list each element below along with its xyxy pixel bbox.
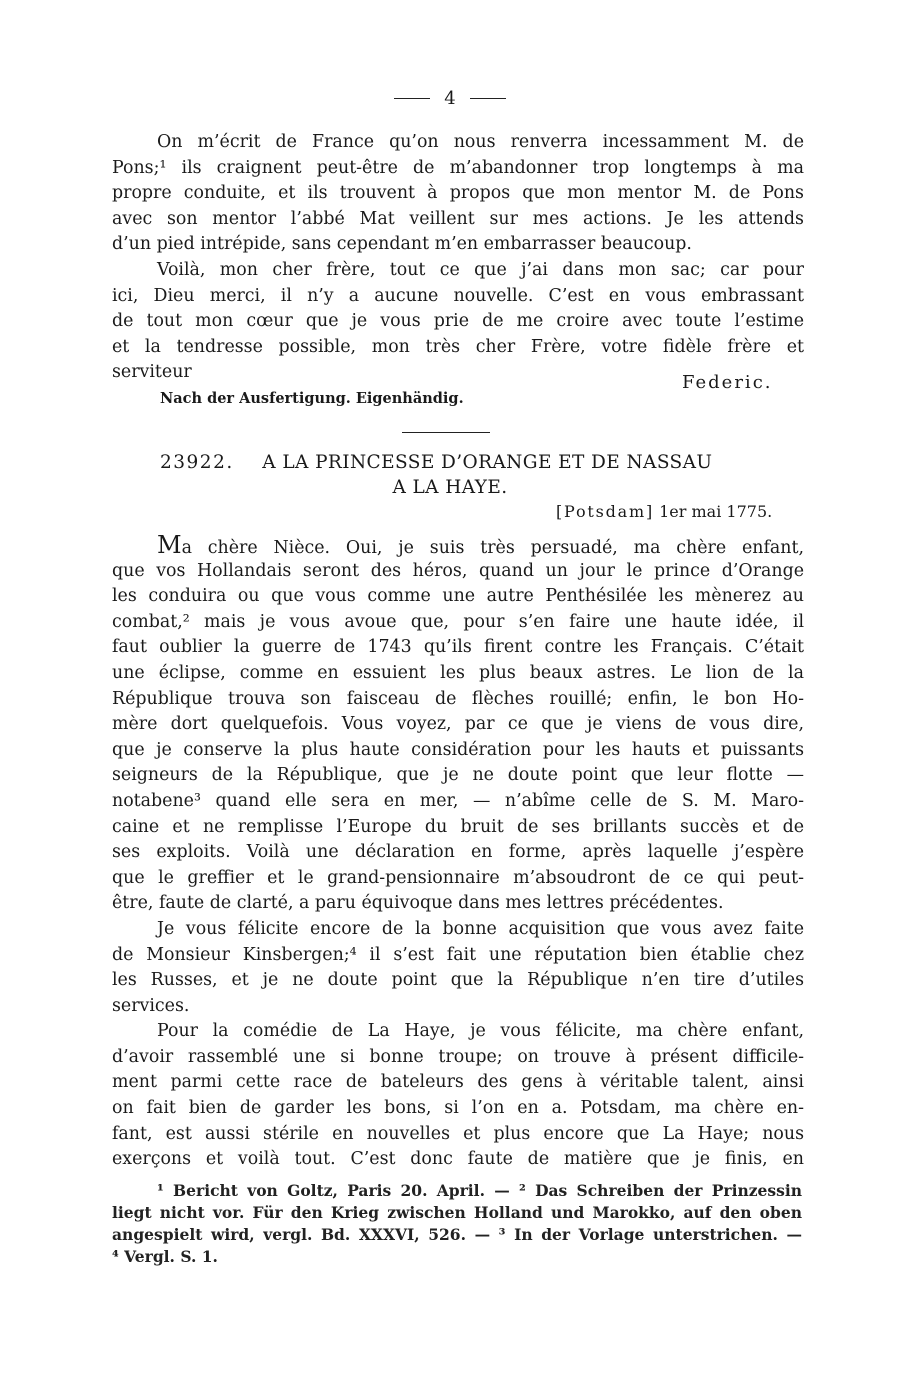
footnotes xyxy=(112,1180,802,1268)
text-line: fant, est aussi stérile en nouvelles et plus encore que La Haye; nous xyxy=(112,1123,804,1144)
text-line: que je conserve la plus haute considération pour les hauts et puissants xyxy=(112,739,804,760)
text-line: On m’écrit de France qu’on nous renverra incessamment M. de xyxy=(157,132,804,152)
page-header xyxy=(0,88,900,109)
header-rule-left xyxy=(394,98,430,99)
text-line: caine et ne remplisse l’Europe du bruit de ses brillants succès et de xyxy=(112,816,804,837)
text-line: Pons;¹ ils craignent peut-être de m’abandonner trop longtemps à ma xyxy=(112,157,804,178)
text-line: ici, Dieu merci, il n’y a aucune nouvelle. C’est en vous embrassant xyxy=(112,285,804,306)
header-rule-right xyxy=(470,98,506,99)
letter-heading xyxy=(160,452,800,473)
text-line: ses exploits. Voilà une déclaration en forme, après laquelle j’espère xyxy=(112,842,804,863)
section-separator xyxy=(402,432,490,433)
text-line: propre conduite, et ils trouvent à propos que mon mentor M. de Pons xyxy=(112,183,804,204)
letter-recipient-place: A LA HAYE. xyxy=(392,477,508,498)
footnote-line: angespielt wird, vergl. Bd. XXXVI, 526. — ³ In der Vorlage unterstrichen. — xyxy=(112,1225,802,1244)
text-line: d’avoir rassemblé une si bonne troupe; on trouve à présent difficile- xyxy=(112,1046,804,1067)
previous-letter-text xyxy=(112,130,804,386)
text-line: et la tendresse possible, mon très cher Frère, votre fidèle frère et xyxy=(112,336,804,357)
signature: Federic. xyxy=(682,372,773,393)
text-line: combat,² mais je vous avoue que, pour s’en faire une haute idée, il xyxy=(112,611,804,632)
letter-recipient: A LA PRINCESSE D’ORANGE ET DE NASSAU xyxy=(262,452,713,473)
text-line: les Russes, et je ne doute point que la République n’en tire d’utiles xyxy=(112,970,804,991)
letter-date xyxy=(556,502,772,521)
page-number: 4 xyxy=(444,88,456,109)
text-line: ment parmi cette race de bateleurs des gens à véritable talent, ainsi xyxy=(112,1072,804,1093)
footnote-line: liegt nicht vor. Für den Krieg zwischen Holland und Marokko, auf den oben xyxy=(112,1203,802,1222)
text-line: d’un pied intrépide, sans cependant m’en embarrasser beaucoup. xyxy=(112,234,692,255)
text-line: République trouva son faisceau de flèches rouillé; enfin, le bon Ho- xyxy=(112,688,804,709)
text-line: être, faute de clarté, a paru équivoque dans mes lettres précédentes. xyxy=(112,893,724,914)
text-line: seigneurs de la République, que je ne doute point que leur flotte — xyxy=(112,765,804,786)
text-line: que le greffier et le grand-pensionnaire m’absoudront de ce qui peut- xyxy=(112,867,804,888)
text-line: que vos Hollandais seront des héros, quand un jour le prince d’Orange xyxy=(112,560,804,581)
text-line: Voilà, mon cher frère, tout ce que j’ai dans mon sac; car pour xyxy=(157,259,804,280)
text-line-first xyxy=(112,533,804,559)
text-line: exerçons et voilà tout. C’est donc faute de matière que je finis, en xyxy=(112,1149,804,1170)
footnote-line: ¹ Bericht von Goltz, Paris 20. April. — ² Das Schreiben der Prinzessin xyxy=(157,1181,802,1200)
text-line: notabene³ quand elle sera en mer, — n’abîme celle de S. M. Maro- xyxy=(112,790,804,811)
text-line: les conduira ou que vous comme une autre Penthésilée les mènerez au xyxy=(112,586,804,607)
letter-date-place: [Potsdam] xyxy=(556,502,655,521)
text-line: une éclipse, comme en essuient les plus beaux astres. Le lion de la xyxy=(112,662,804,683)
source-note: Nach der Ausfertigung. Eigenhändig. xyxy=(160,390,464,407)
text-line: Pour la comédie de La Haye, je vous félicite, ma chère enfant, xyxy=(157,1021,804,1042)
text-line: on fait bien de garder les bons, si l’on en a. Potsdam, ma chère en- xyxy=(112,1098,804,1119)
text-line: services. xyxy=(112,995,190,1016)
text-line: avec son mentor l’abbé Mat veillent sur mes actions. Je les attends xyxy=(112,208,804,229)
letter-number: 23922. xyxy=(160,452,234,473)
footnote-line: ⁴ Vergl. S. 1. xyxy=(112,1247,218,1266)
text-line: serviteur xyxy=(112,362,192,383)
text-line: mère dort quelquefois. Vous voyez, par ce que je viens de vous dire, xyxy=(112,714,804,735)
text-line: Je vous félicite encore de la bonne acquisition que vous avez faite xyxy=(157,918,804,939)
letter-date-day: 1er mai 1775. xyxy=(659,502,773,521)
letter-body xyxy=(112,533,804,1173)
text-line: faut oublier la guerre de 1743 qu’ils firent contre les Français. C’était xyxy=(112,637,804,658)
text-line: de tout mon cœur que je vous prie de me croire avec toute l’estime xyxy=(112,311,804,332)
text-line: a chère Nièce. Oui, je suis très persuadé, ma chère enfant, xyxy=(181,538,804,558)
drop-cap: M xyxy=(157,531,182,559)
text-line: de Monsieur Kinsbergen;⁴ il s’est fait une réputation bien établie chez xyxy=(112,944,804,965)
